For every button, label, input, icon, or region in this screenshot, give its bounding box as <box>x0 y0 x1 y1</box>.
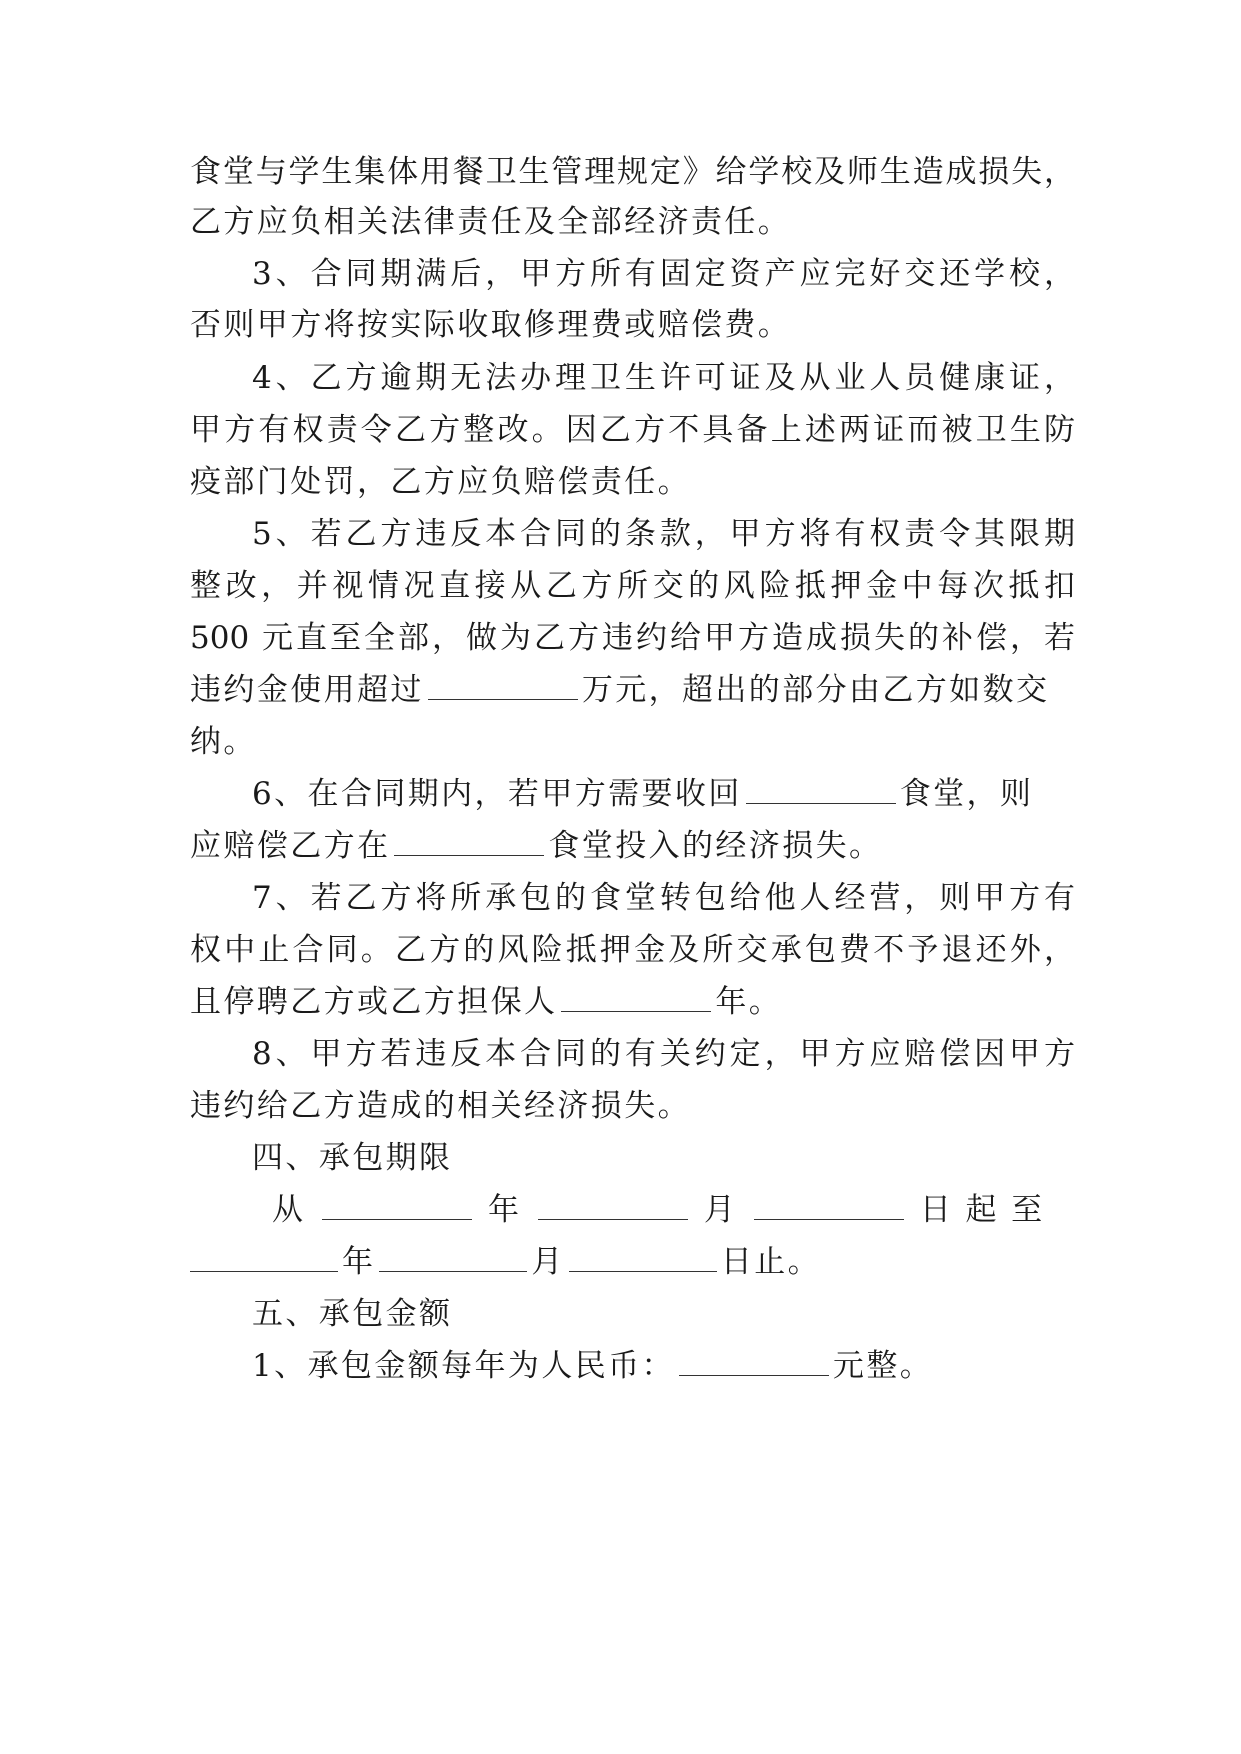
paragraph-line: 权中止合同。乙方的风险抵押金及所交承包费不予退还外， <box>190 932 1075 968</box>
day-blank <box>569 1269 717 1272</box>
paragraph-line: 疫部门处罚，乙方应负赔偿责任。 <box>190 464 691 500</box>
paragraph-line: 乙方应负相关法律责任及全部经济责任。 <box>190 204 792 240</box>
term-end-line <box>190 1240 1075 1284</box>
paragraph-line <box>190 824 1075 868</box>
text-segment: 万元，超出的部分由乙方如数交 <box>581 672 1050 708</box>
paragraph-line: 纳。 <box>190 724 257 760</box>
text-segment: 从 <box>272 1192 306 1228</box>
year-blank <box>322 1217 472 1220</box>
fill-in-blank <box>561 1009 711 1012</box>
text-segment: 年 <box>487 1192 522 1228</box>
section-heading-amount: 五、承包金额 <box>252 1296 453 1332</box>
paragraph-line: 甲方有权责令乙方整改。因乙方不具备上述两证而被卫生防 <box>190 412 1075 448</box>
text-segment: 1、承包金额每年为人民币： <box>252 1348 675 1384</box>
text-segment: 应赔偿乙方在 <box>190 828 391 864</box>
fill-in-blank <box>394 853 544 856</box>
day-blank <box>754 1217 904 1220</box>
text-segment: 月 <box>703 1192 738 1228</box>
text-segment: 日 起 至 <box>919 1192 1045 1228</box>
year-blank <box>190 1269 338 1272</box>
month-blank <box>379 1269 527 1272</box>
paragraph-line: 违约给乙方造成的相关经济损失。 <box>190 1088 691 1124</box>
clause-4-line: 4、乙方逾期无法办理卫生许可证及从业人员健康证， <box>252 360 1075 396</box>
month-blank <box>538 1217 688 1220</box>
paragraph-line <box>190 980 1075 1024</box>
term-start-line <box>272 1188 1075 1232</box>
section-heading-term: 四、承包期限 <box>252 1140 453 1176</box>
text-segment: 年 <box>342 1244 376 1280</box>
text-segment: 且停聘乙方或乙方担保人 <box>190 984 558 1020</box>
text-segment: 违约金使用超过 <box>190 672 424 708</box>
fill-in-blank <box>428 697 578 700</box>
text-segment: 年。 <box>715 984 783 1020</box>
text-segment: 元整。 <box>832 1348 934 1384</box>
amount-blank <box>679 1373 829 1376</box>
clause-8-line: 8、甲方若违反本合同的有关约定，甲方应赔偿因甲方 <box>252 1036 1075 1072</box>
amount-line <box>252 1344 1075 1388</box>
text-segment: 6、在合同期内，若甲方需要收回 <box>252 776 742 812</box>
paragraph-line: 500 元直至全部，做为乙方违约给甲方造成损失的补偿，若 <box>190 620 1075 656</box>
paragraph-line: 否则甲方将按实际收取修理费或赔偿费。 <box>190 307 792 343</box>
clause-7-line: 7、若乙方将所承包的食堂转包给他人经营，则甲方有 <box>252 880 1075 916</box>
text-segment: 月 <box>531 1244 565 1280</box>
paragraph-line <box>190 668 1075 712</box>
clause-6-line <box>252 772 1075 816</box>
fill-in-blank <box>746 801 896 804</box>
clause-3-line: 3、合同期满后，甲方所有固定资产应完好交还学校， <box>252 256 1075 292</box>
clause-5-line: 5、若乙方违反本合同的条款，甲方将有权责令其限期 <box>252 516 1075 552</box>
text-segment: 日止。 <box>720 1244 822 1280</box>
paragraph-line: 整改，并视情况直接从乙方所交的风险抵押金中每次抵扣 <box>190 568 1075 604</box>
paragraph-line: 食堂与学生集体用餐卫生管理规定》给学校及师生造成损失， <box>190 154 1075 190</box>
text-segment: 食堂投入的经济损失。 <box>548 828 883 864</box>
text-segment: 食堂，则 <box>899 776 1034 812</box>
